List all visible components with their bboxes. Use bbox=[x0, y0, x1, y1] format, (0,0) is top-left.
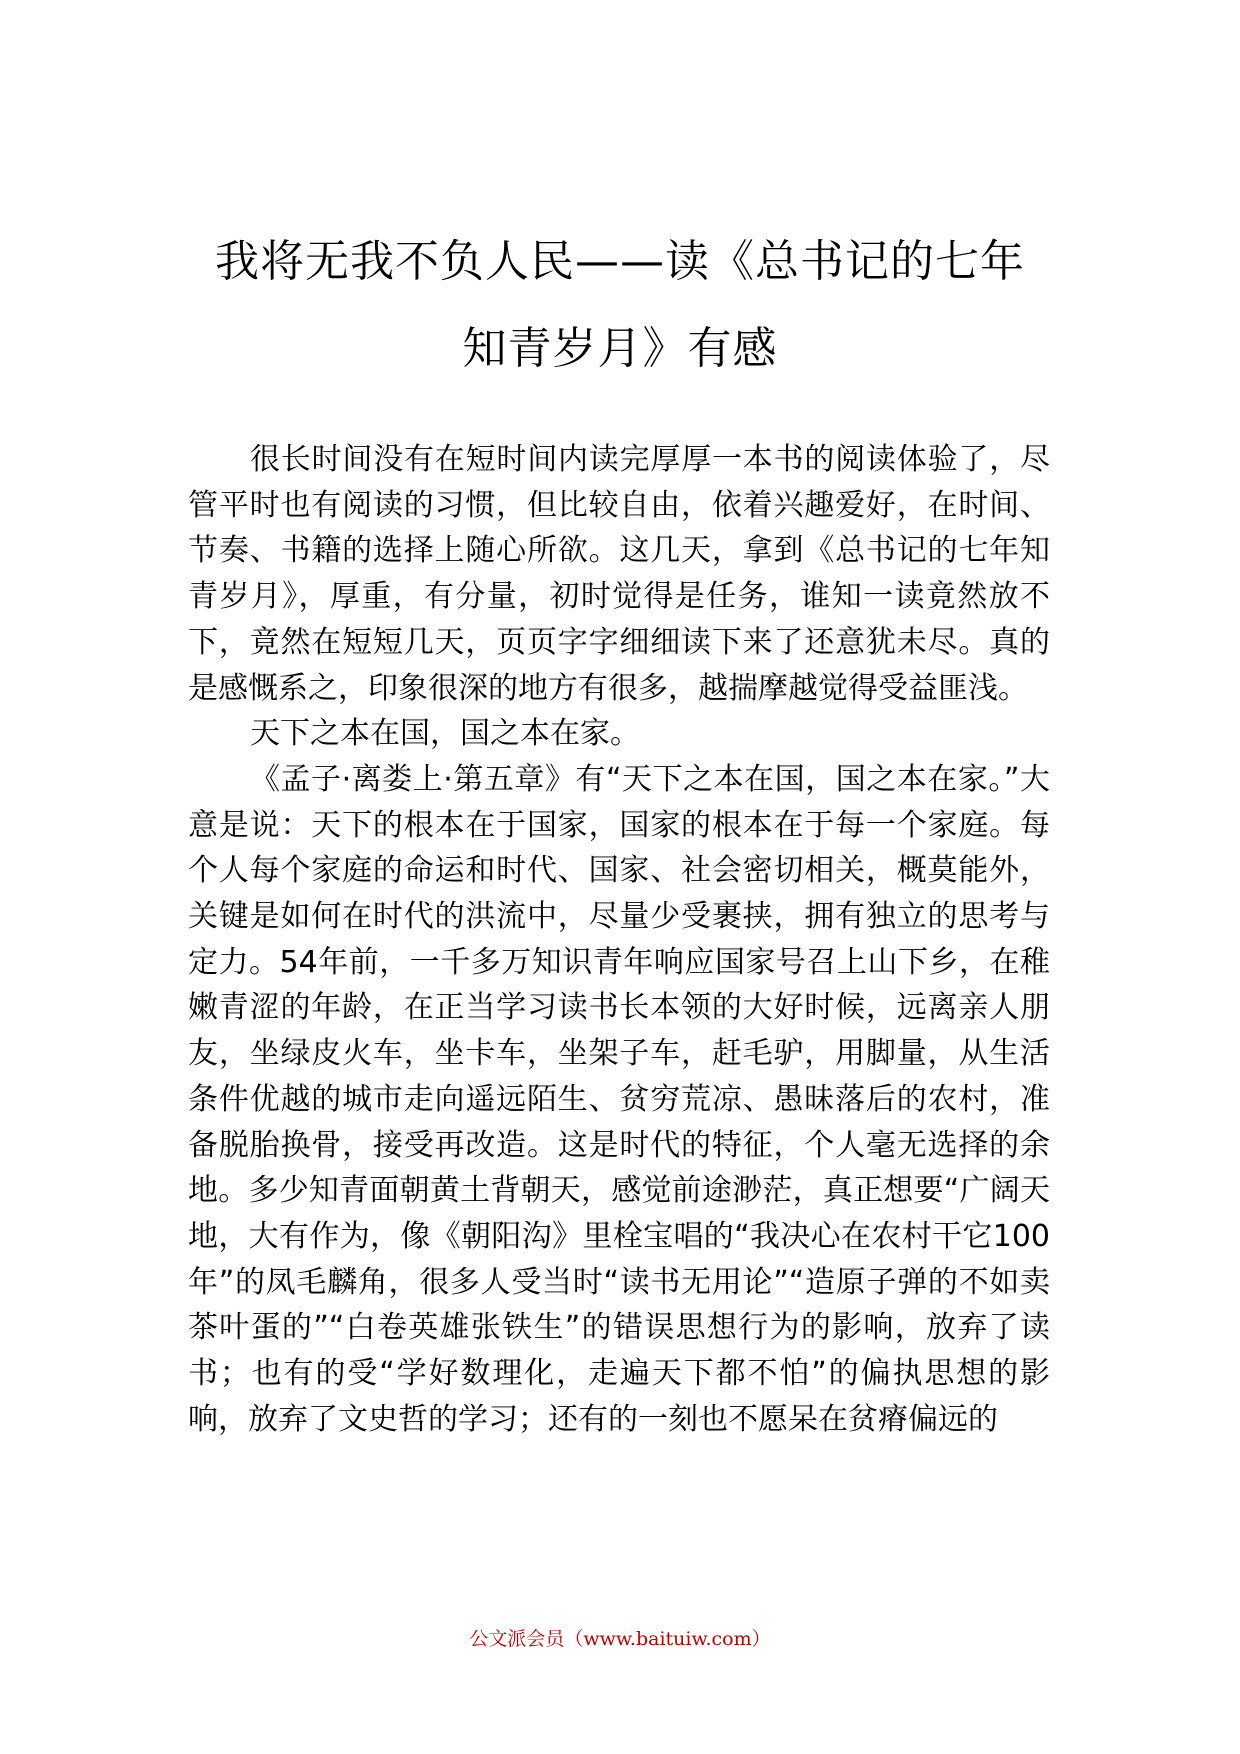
paragraph-mencius: 《孟子·离娄上·第五章》有“天下之本在国，国之本在家。”大意是说：天下的根本在于国家，国家的根本在于每一个家庭。每个人每个家庭的命运和时代、国家、社会密切相关，概莫能外，关键是如何在时代的洪流中，尽量少受裹挟，拥有独立的思考与定力。54年前，一千多万知识青年响应国家号召上山下乡，在稚嫩青涩的年龄，在正当学习读书长本领的大好时候，远离亲人朋友，坐绿皮火车，坐卡车，坐架子车，赶毛驴，用脚量，从生活条件优越的城市走向遥远陌生、贫穷荒凉、愚昧落后的农村，准备脱胎换骨，接受再改造。这是时代的特征，个人毫无选择的余地。多少知青面朝黄土背朝天，感觉前途渺茫，真正想要“广阔天地，大有作为，像《朝阳沟》里栓宝唱的“我决心在农村干它100年”的凤毛麟角，很多人受当时“读书无用论”“造原子弹的不如卖茶叶蛋的”“白卷英雄张铁生”的错误思想行为的影响，放弃了读书；也有的受“学好数理化，走遍天下都不怕”的偏执思想的影响，放弃了文史哲的学习；还有的一刻也不愿呆在贫瘠偏远的 bbox=[188, 761, 1050, 1437]
paragraph-section-heading: 天下之本在国，国之本在家。 bbox=[250, 716, 640, 752]
document-body bbox=[188, 437, 1050, 1442]
document-title-line-1: 我将无我不负人民——读《总书记的七年 bbox=[215, 236, 1025, 287]
footer-watermark: 公文派会员（www.baituiw.com） bbox=[469, 1628, 771, 1650]
paragraph-intro: 很长时间没有在短时间内读完厚厚一本书的阅读体验了，尽管平时也有阅读的习惯，但比较自由，依着兴趣爱好，在时间、节奏、书籍的选择上随心所欲。这几天，拿到《总书记的七年知青岁月》，厚重，有分量，初时觉得是任务，谁知一读竟然放不下，竟然在短短几天，页页字字细细读下来了还意犹未尽。真的是感慨系之，印象很深的地方有很多，越揣摩越觉得受益匪浅。 bbox=[188, 442, 1050, 706]
document-title-line-2: 知青岁月》有感 bbox=[462, 323, 778, 374]
